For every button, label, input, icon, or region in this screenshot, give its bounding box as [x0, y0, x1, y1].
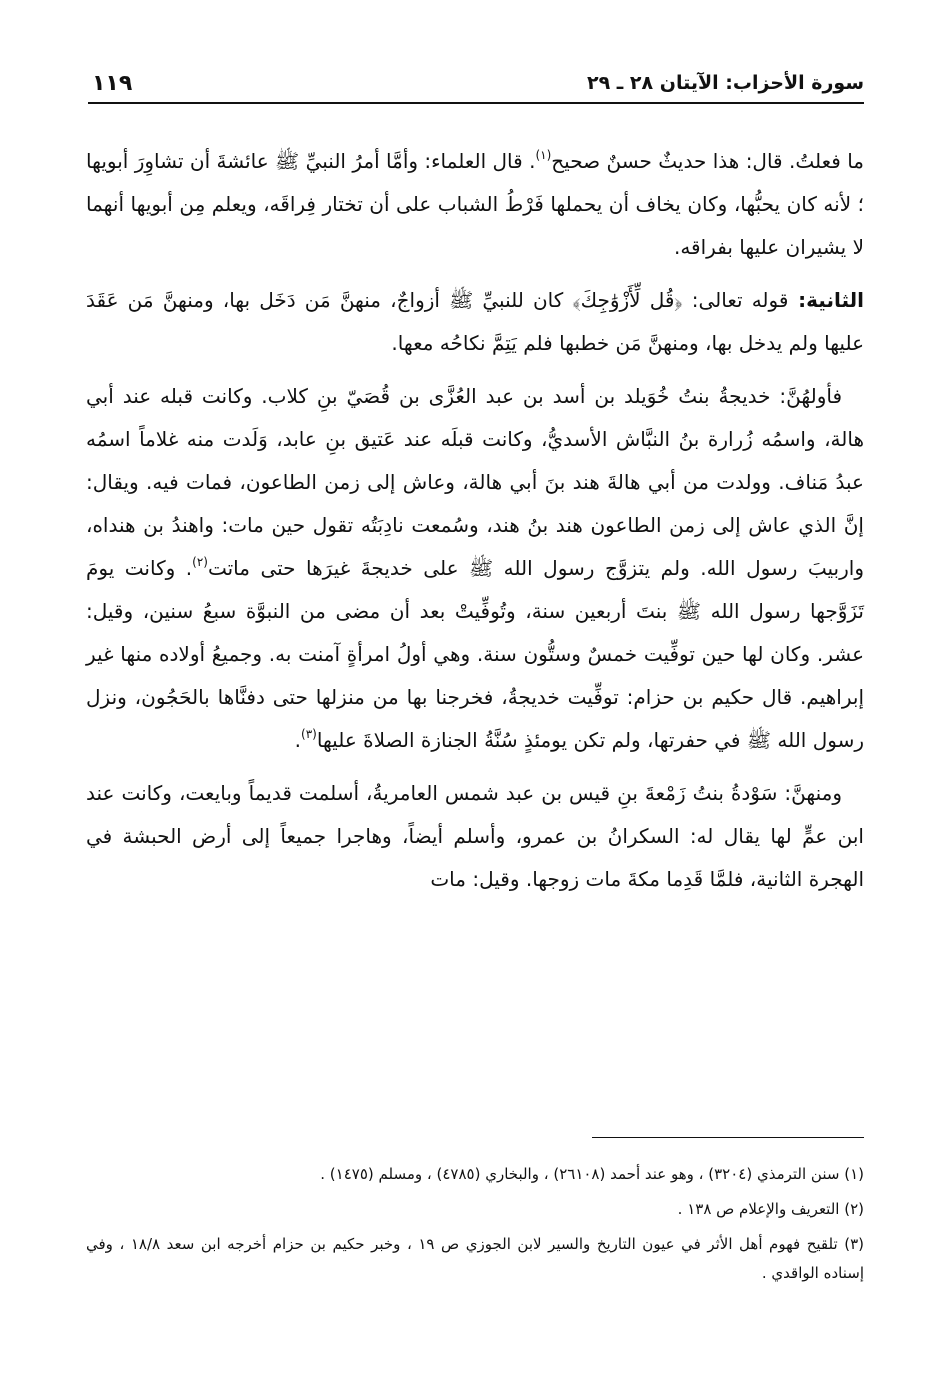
footnote-2: (٢) التعريف والإعلام ص ١٣٨ .: [677, 1200, 864, 1218]
running-header: [92, 66, 864, 100]
paragraph-text: ومنهنَّ: سَوْدةُ بنتُ زَمْعةَ بنِ قيس بن عبد شمس العامريةُ، أسلمت قديماً وبايعت، وكانت عند ابن عمٍّ لها يقال له: السكرانُ بن عمرو، وأسلم أيضاً، وهاجرا جميعاً إلى أرض الحبشة في الهجرة الثانية، فلمَّا قَدِما مكةَ مات زوجها. وقيل: مات: [86, 781, 864, 891]
paragraph-3: [86, 375, 864, 762]
footnote-ref-1: (١): [535, 148, 552, 162]
surah-title: سورة الأحزاب: الآيتان ٢٨ ـ ٢٩: [586, 72, 864, 94]
paragraph-text: قوله تعالى: ﴿قُل لِّأَزْوَٰجِكَ﴾ كان للنبيِّ ﷺ أزواجٌ، منهنَّ مَن دَخَل بها، ومنهنَّ مَن عَقَدَ عليها ولم يدخل بها، ومنهنَّ مَن خطبها فلم يَتِمَّ نكاحُه معها.: [86, 288, 864, 355]
page-number: ١١٩: [92, 70, 133, 96]
paragraph-4: [86, 772, 864, 901]
footnote-1: (١) سنن الترمذي (٣٢٠٤) ، وهو عند أحمد (٢٦١٠٨) ، والبخاري (٤٧٨٥) ، ومسلم (١٤٧٥) .: [320, 1165, 864, 1183]
paragraph-text: .: [294, 728, 302, 752]
paragraph-text: . وكانت يومَ تَزَوَّجها رسول الله ﷺ بنتَ أربعين سنة، وتُوفِّيتْ بعد أن مضى من النبوَّة سبعُ سنين، وقيل: عشر. وكان لها حين توفِّيت خمسٌ وستُّون سنة. وهي أولُ امرأةٍ آمنت به. وجميعُ أولاده منها غير إبراهيم. قال حكيم بن حزام: توفِّيت خديجةُ، فخرجنا بها من منزلها حتى دفنَّاها بالحَجُون، ونزل رسول الله ﷺ في حفرتها، ولم تكن يومئذٍ سُنَّةُ الجنازة الصلاةَ عليها: [86, 556, 864, 752]
main-text: [86, 140, 864, 911]
footnotes: [86, 1160, 864, 1294]
section-lead: الثانية:: [788, 288, 865, 312]
footnote-divider: [592, 1137, 864, 1138]
header-divider: [88, 102, 864, 104]
footnote-ref-2: (٢): [192, 555, 208, 569]
paragraph-1: [86, 140, 864, 269]
footnote-3: (٣) تلقيح فهوم أهل الأثر في عيون التاريخ والسير لابن الجوزي ص ١٩ ، وخبر حكيم بن حزام أخرجه ابن سعد ١٨/٨ ، وفي إسناده الواقدي .: [86, 1235, 864, 1282]
footnote-ref-3: (٣): [301, 727, 317, 741]
paragraph-text: . قال العلماء: وأمَّا أمرُ النبيِّ ﷺ عائشةَ أن تشاوِرَ أبويها ؛ لأنه كان يحبُّها، وكان يخاف أن يحملها فَرْطُ الشباب على أن تختار فِراقَه، ويعلم مِن أبويها أنهما لا يشيران عليها بفراقه.: [86, 149, 864, 259]
paragraph-2: [86, 279, 864, 365]
paragraph-text: فأولهُنَّ: خديجةُ بنتُ خُوَيلد بن أسد بن عبد العُزَّى بن قُصَيّ بنِ كلاب. وكانت قبله عند أبي هالة، واسمُه زُرارة بنُ النبَّاش الأسديُّ، وكانت قبلَه عند عَتيق بنِ عابد، وَلَدت منه غلاماً اسمُه عبدُ مَناف. وولدت من أبي هالةَ هند بنَ أبي هالة، وعاش إلى زمن الطاعون، فمات فيه. ويقال: إنَّ الذي عاش إلى زمن الطاعون هند بنُ هند، وسُمعت نادِبَتُه تقول حين مات: واهندُ بن هنداه، واربيبَ رسول الله. ولم يتزوَّج رسول الله ﷺ على خديجةَ غيرَها حتى ماتت: [86, 384, 864, 580]
paragraph-text: ما فعلتُ. قال: هذا حديثٌ حسنٌ صحيح: [551, 149, 864, 173]
